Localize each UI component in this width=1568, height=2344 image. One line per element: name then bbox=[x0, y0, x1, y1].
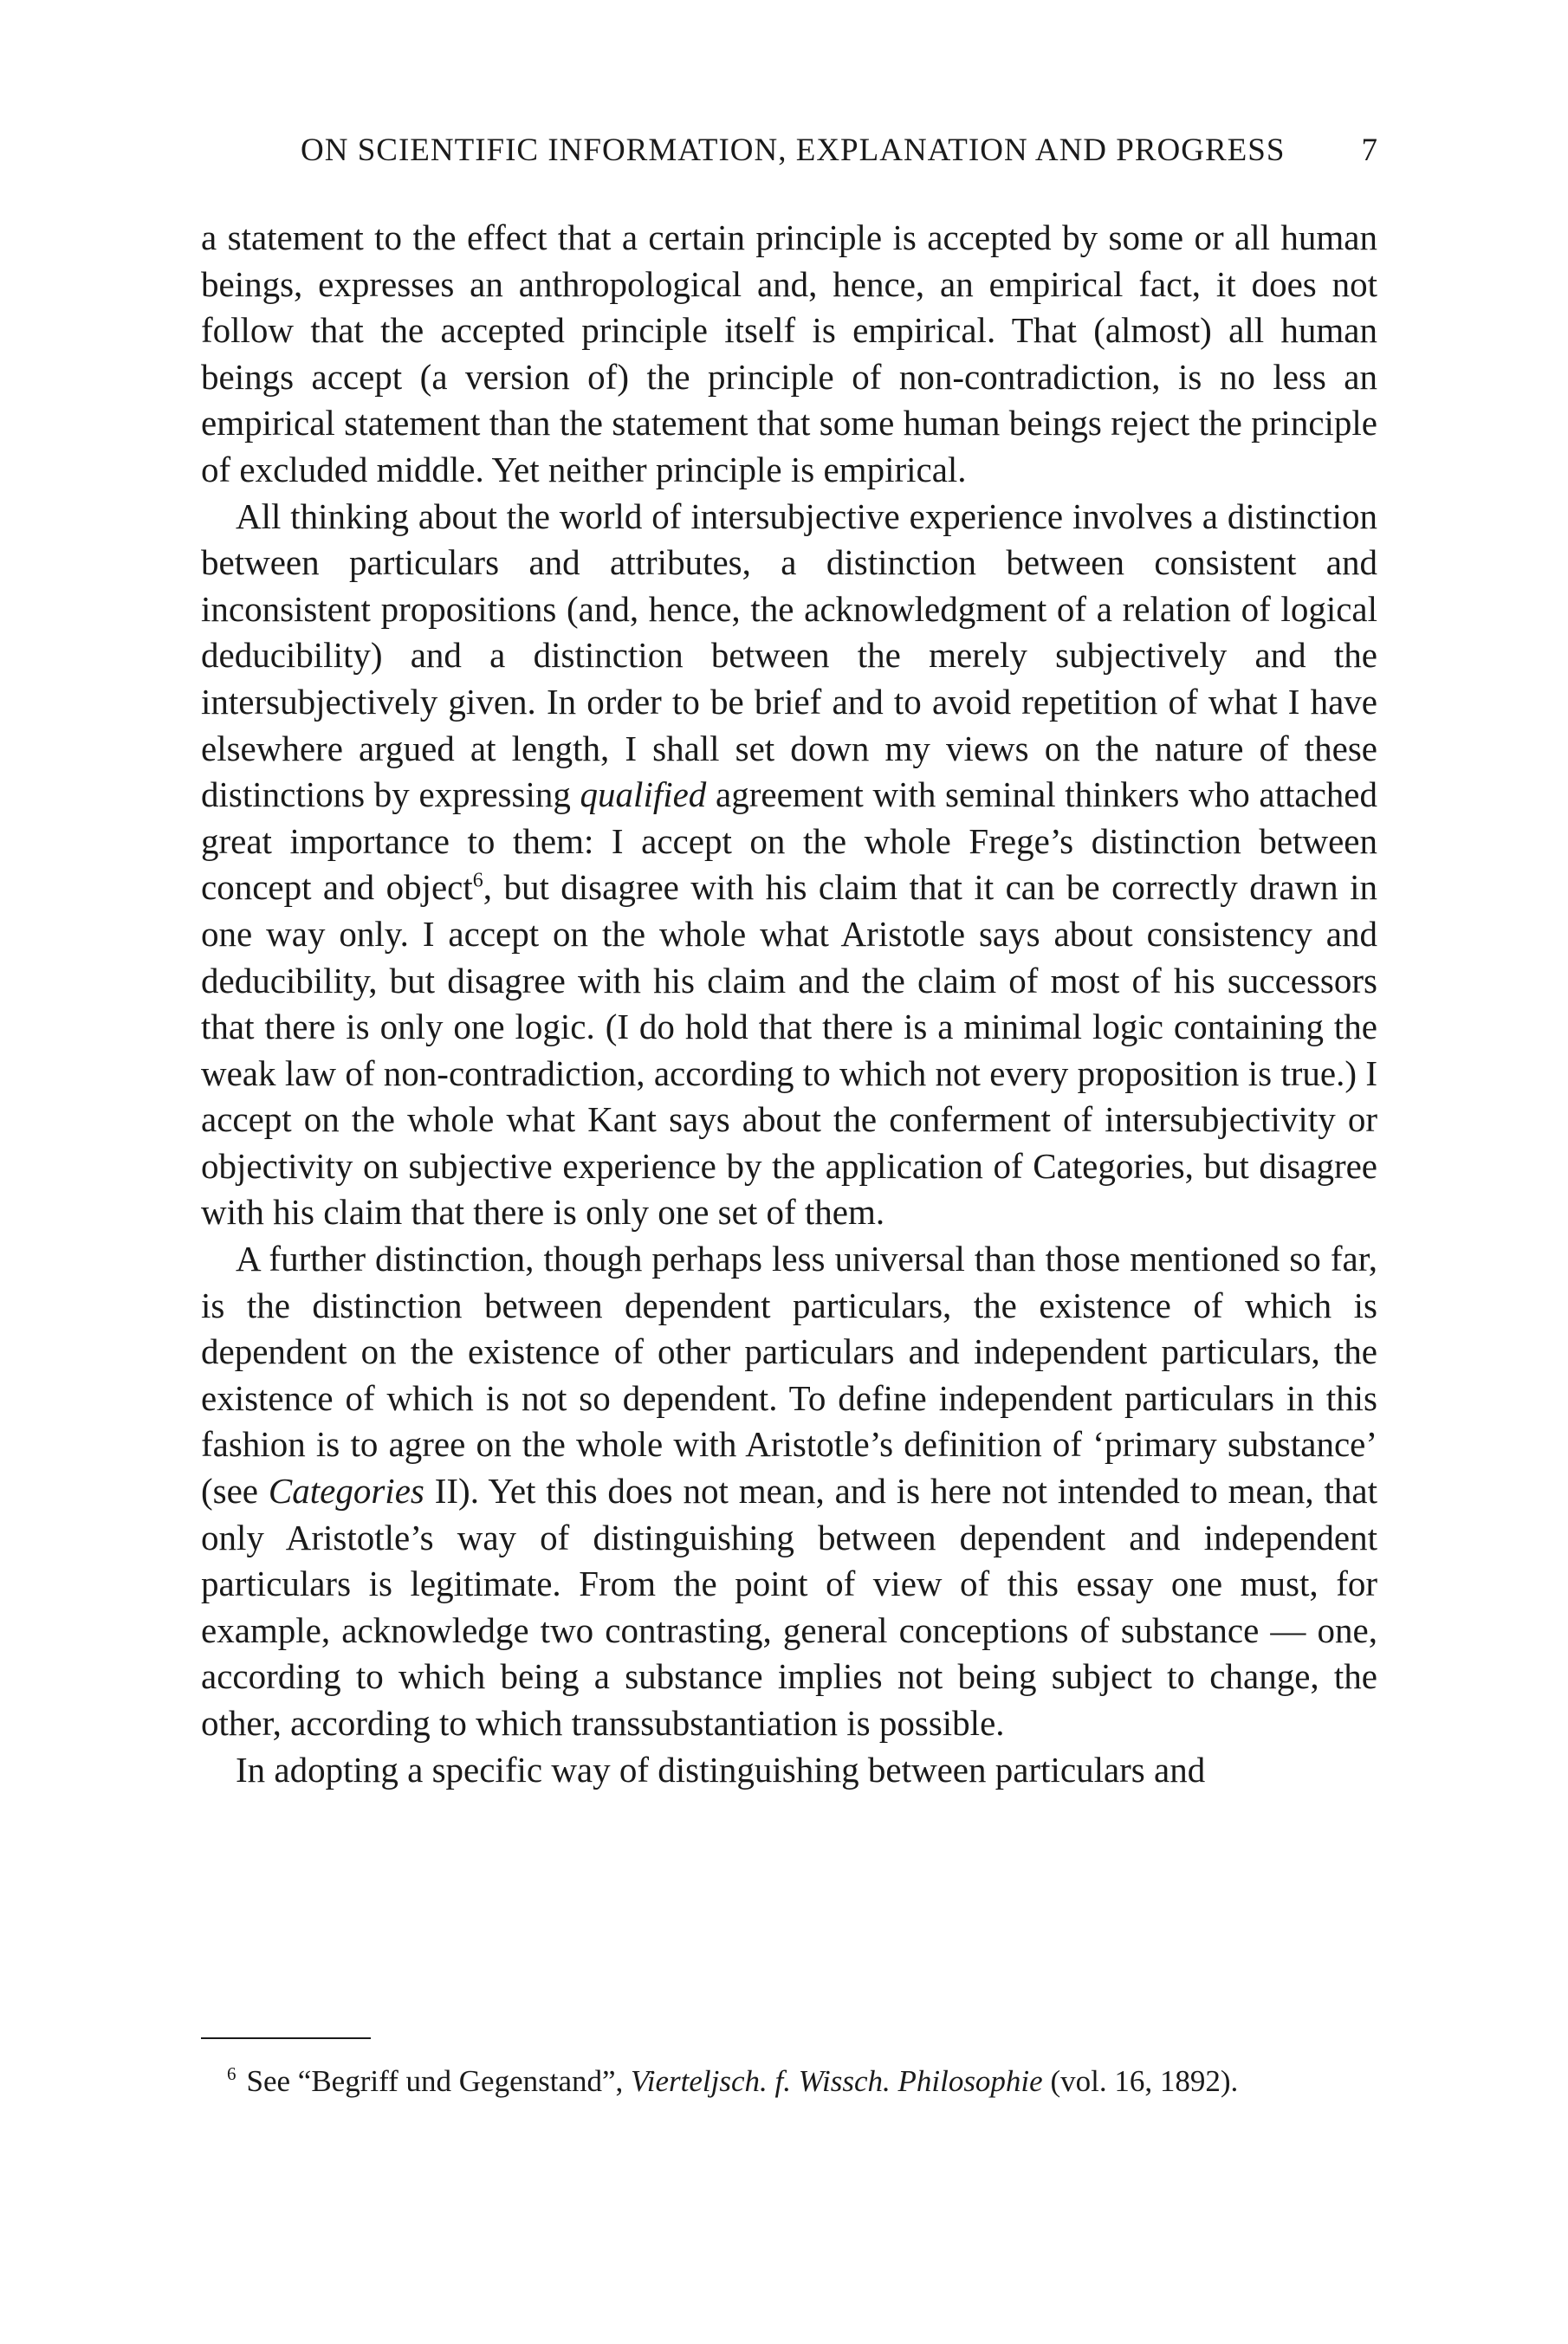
paragraph-4 bbox=[201, 1747, 1377, 1794]
paragraph-3-text-b: II). Yet this does not mean, and is here not intended to mean, that only Aristotle’s way of distinguishing between dependent and independent particulars is legitimate. From the point of view of this essay one must, for example, acknowledge two contrasting, general conceptions of substance — one, according to which being a substance implies not being subject to change, the other, according to which transsubstantiation is possible. bbox=[201, 1471, 1377, 1743]
body-text bbox=[201, 215, 1377, 1793]
footnote-reference: 6 bbox=[472, 869, 483, 892]
paragraph-2 bbox=[201, 494, 1377, 1237]
paragraph-3 bbox=[201, 1236, 1377, 1747]
page-number: 7 bbox=[1361, 133, 1377, 168]
paragraph-1-text: a statement to the effect that a certain principle is accepted by some or all human beings, expresses an anthropological and, hence, an empirical fact, it does not follow that the accepted principle itself is empirical. That (almost) all human beings accept (a version of) the principle of non-contradiction, is no less an empirical statement than the statement that some human beings reject the principle of excluded middle. Yet neither principle is empirical. bbox=[201, 217, 1377, 489]
paragraph-3-text-a: A further distinction, though perhaps less universal than those mentioned so far, is the distinction between dependent particulars, the existence of which is dependent on the existence of other particulars and independent particulars, the existence of which is not so dependent. To define independent particulars in this fashion is to agree on the whole with Aristotle’s definition of ‘primary substance’ (see bbox=[201, 1239, 1377, 1512]
paragraph-1 bbox=[201, 215, 1377, 494]
paragraph-2-text-b: agreement with seminal thinkers who attached great importance to them: I accept on the whole Frege’s distinction between concept and object bbox=[201, 774, 1377, 908]
paragraph-2-text-c: , but disagree with his claim that it can be correctly drawn in one way only. I accept on the whole what Aristotle says about consistency and deducibility, but disagree with his claim and the claim of most of his successors that there is only one logic. (I do hold that there is a minimal logic containing the weak law of non-contradiction, according to which not every proposition is true.) I accept on the whole what Kant says about the conferment of intersubjectivity or objectivity on subjective experience by the application of Categories, but disagree with his claim that there is only one set of them. bbox=[201, 867, 1377, 1233]
footnote-divider bbox=[201, 2037, 371, 2039]
running-title: ON SCIENTIFIC INFORMATION, EXPLANATION AND PROGRESS bbox=[301, 133, 1286, 168]
footnote-journal: Vierteljsch. f. Wissch. Philosophie bbox=[631, 2064, 1043, 2098]
paragraph-4-text: In adopting a specific way of distinguishing between particulars and bbox=[236, 1749, 1206, 1790]
emphasis-qualified: qualified bbox=[580, 774, 707, 815]
footnote bbox=[201, 2060, 1377, 2103]
footnote-marker: 6 bbox=[227, 2063, 236, 2085]
footnote-text-a: See “Begriff und Gegenstand”, bbox=[246, 2064, 632, 2098]
running-head bbox=[201, 125, 1377, 177]
emphasis-categories: Categories bbox=[268, 1471, 424, 1512]
paragraph-2-text-a: All thinking about the world of intersubjective experience involves a distinction between particulars and attributes, a distinction between consistent and inconsistent propositions (and, hence, the acknowledgment of a relation of logical deducibility) and a distinction between the merely subjectively and the intersubjectively given. In order to be brief and to avoid repetition of what I have elsewhere argued at length, I shall set down my views on the nature of these distinctions by expressing bbox=[201, 495, 1377, 815]
footnote-text-b: (vol. 16, 1892). bbox=[1042, 2064, 1239, 2098]
